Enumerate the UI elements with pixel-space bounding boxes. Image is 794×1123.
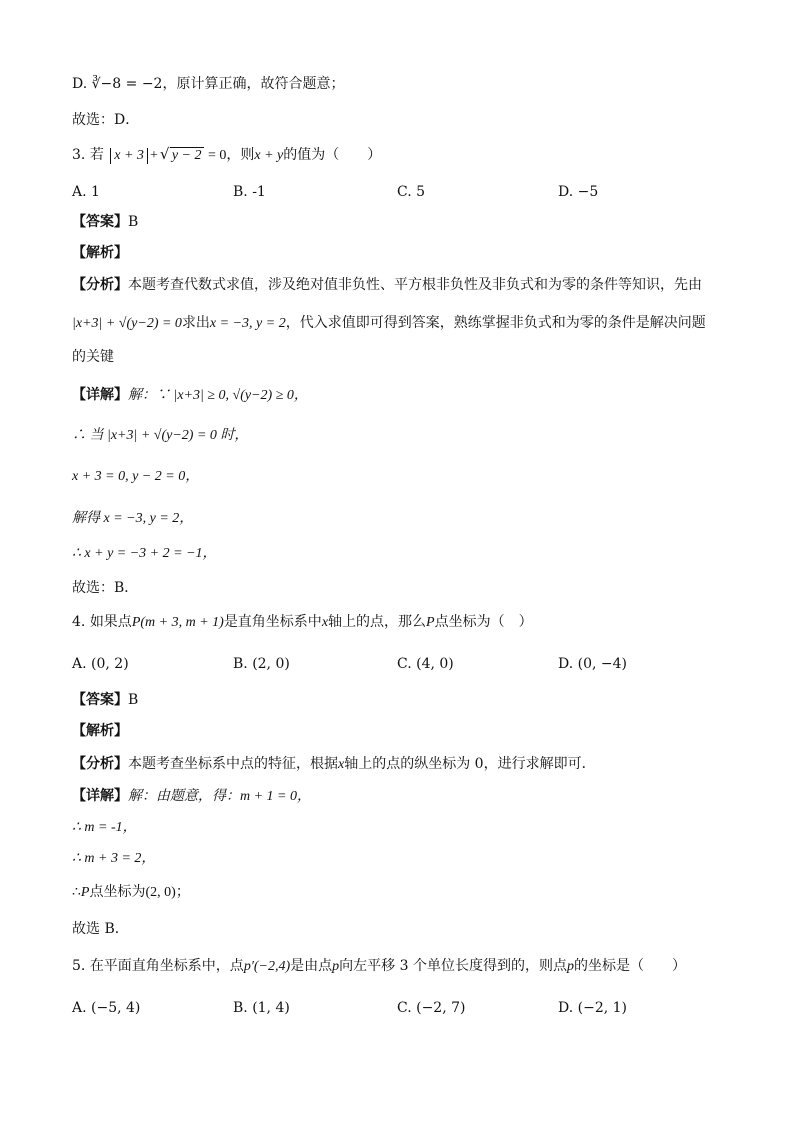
q5-option-c[interactable]: C. (−2, 7) [397, 1000, 466, 1016]
q3-stem-mid: ，则 [226, 147, 255, 163]
q3-choose [72, 578, 734, 598]
q3-detail-text-4: 解得 x = −3, y = 2， [72, 511, 194, 526]
q3-abs-expr: x + 3 [110, 148, 148, 164]
q3-number: 3. [72, 147, 86, 163]
q3-fenxi-expr: |x+3| + √(y−2) = 0 [72, 316, 182, 331]
q3-detail-5 [72, 543, 734, 564]
prev-option-d-conclusion [72, 74, 734, 94]
q4-detail-text-3: ∴ m + 3 = 2， [72, 851, 156, 866]
q4-fenxi-tag: 【分析】 [72, 756, 128, 772]
q4-detail-4-p: P [80, 885, 90, 900]
q4-answer-value: B [128, 692, 139, 708]
prev-choose-text: 故选：D． [72, 112, 140, 128]
q4-detail-3 [72, 848, 734, 869]
q4-axis: x [321, 615, 329, 630]
q4-analysis-tag-line [72, 721, 734, 741]
q4-answer [72, 690, 734, 710]
q4-detail-4-post: ； [175, 884, 190, 900]
q5-stem-post: 的坐标是（ ） [573, 958, 686, 974]
q4-fenxi [72, 754, 734, 775]
q5-p: p [332, 959, 340, 974]
q3-sqrt-expr: y − 2 [171, 148, 202, 163]
q3-option-c[interactable]: C. 5 [397, 184, 426, 200]
q5-option-b[interactable]: B. (1, 4) [233, 1000, 290, 1016]
q5-point: p′(−2,4) [243, 959, 291, 974]
q4-detail-4-pre: ∴ [72, 884, 81, 900]
q3-option-a[interactable]: A. 1 [72, 184, 100, 200]
q3-fenxi-post: ，代入求值即可得到答案，熟练掌握非负式和为零的条件是解决问题 [285, 315, 706, 331]
q3-answer-value: B [128, 214, 139, 230]
prev-choose-line [72, 110, 734, 130]
q5-option-a[interactable]: A. (−5, 4) [72, 1000, 141, 1016]
q3-fenxi-vals: x = −3, y = 2 [209, 316, 286, 331]
q4-analysis-tag: 【解析】 [72, 723, 128, 739]
q3-analysis-tag: 【解析】 [72, 245, 128, 261]
q5-p2: p [566, 959, 574, 974]
q3-fenxi-1 [72, 275, 734, 295]
q4-stem-mid2: 轴上的点，那么 [328, 614, 427, 630]
q5-stem-pre: 在平面直角坐标系中，点 [89, 958, 244, 974]
q3-detail-2 [72, 425, 734, 446]
q3-option-b[interactable]: B. -1 [233, 184, 266, 200]
q3-sum-expr: x + y [254, 148, 284, 163]
q4-fenxi-text-1: 本题考查坐标系中点的特征，根据 [128, 756, 338, 772]
q4-stem [72, 612, 734, 633]
q4-detail-text-2: ∴ m = -1， [72, 820, 137, 835]
q3-eq0: = 0 [207, 148, 227, 163]
q3-stem-pre: 若 [89, 147, 104, 163]
q3-choose-text: 故选：B． [72, 580, 139, 596]
q3-detail-4 [72, 508, 734, 529]
q5-stem-mid2: 向左平移 3 个单位长度得到的，则点 [339, 958, 567, 974]
q3-option-d[interactable]: D. −5 [558, 184, 599, 200]
q4-choose [72, 919, 734, 939]
q4-option-a[interactable]: A. (0, 2) [72, 656, 129, 672]
q4-detail-4-val: (2, 0) [145, 885, 176, 900]
q3-fenxi-3 [72, 347, 734, 367]
q4-stem-post: 点坐标为（ ） [434, 614, 533, 630]
q3-fenxi-text-1: 本题考查代数式求值，涉及绝对值非负性、平方根非负性及非负式和为零的条件等知识，先由 [128, 277, 702, 293]
q4-answer-tag: 【答案】 [72, 692, 128, 708]
q3-detail-tag: 【详解】 [72, 387, 128, 403]
q3-fenxi-mid: 求出 [181, 315, 210, 331]
q5-stem-mid: 是由点 [290, 958, 333, 974]
q4-number: 4. [72, 614, 86, 630]
q4-detail-2 [72, 817, 734, 838]
q5-number: 5. [72, 958, 86, 974]
q5-stem [72, 956, 734, 977]
q3-sqrt [160, 146, 204, 166]
q4-option-d[interactable]: D. (0, −4) [558, 656, 627, 672]
q4-stem-mid: 是直角坐标系中 [223, 614, 322, 630]
q4-p: P [426, 615, 435, 630]
q3-detail-1 [72, 385, 734, 406]
q3-detail-text-2: ∴ 当 |x+3| + √(y−2) = 0 时， [72, 428, 249, 443]
q3-detail-text-1: 解：∵ |x+3| ≥ 0, √(y−2) ≥ 0， [128, 388, 308, 403]
q3-answer-tag: 【答案】 [72, 214, 128, 230]
q3-detail-3 [72, 466, 734, 487]
q3-fenxi-2 [72, 313, 734, 334]
q3-answer [72, 212, 734, 232]
q3-detail-text-5: ∴ x + y = −3 + 2 = −1， [72, 546, 217, 561]
q4-option-b[interactable]: B. (2, 0) [233, 656, 290, 672]
q5-option-d[interactable]: D. (−2, 1) [558, 1000, 627, 1016]
q4-point: P(m + 3, m + 1) [131, 615, 224, 630]
q4-choose-text: 故选 B． [72, 921, 129, 937]
q3-fenxi-tag: 【分析】 [72, 277, 128, 293]
q4-option-c[interactable]: C. (4, 0) [397, 656, 454, 672]
q4-stem-pre: 如果点 [89, 614, 132, 630]
q4-fenxi-axis: x [338, 757, 345, 772]
q4-detail-tag: 【详解】 [72, 788, 128, 804]
q4-detail-text-1: 解：由题意，得：m + 1 = 0， [128, 789, 312, 804]
prev-d-text: D. ∛−8 = −2，原计算正确，故符合题意； [72, 76, 345, 92]
q3-plus: + [149, 148, 158, 163]
q3-stem-post: 的值为（ ） [283, 147, 382, 163]
q4-detail-4 [72, 882, 734, 903]
q3-detail-text-3: x + 3 = 0, y − 2 = 0， [72, 469, 200, 484]
q3-analysis-tag-line [72, 243, 734, 263]
q3-stem [72, 145, 734, 166]
q4-detail-1 [72, 786, 734, 807]
q4-fenxi-text-2: 轴上的点的纵坐标为 0，进行求解即可． [344, 756, 596, 772]
q3-fenxi-text-3: 的关键 [72, 349, 114, 365]
q4-detail-4-mid: 点坐标为 [89, 884, 146, 900]
